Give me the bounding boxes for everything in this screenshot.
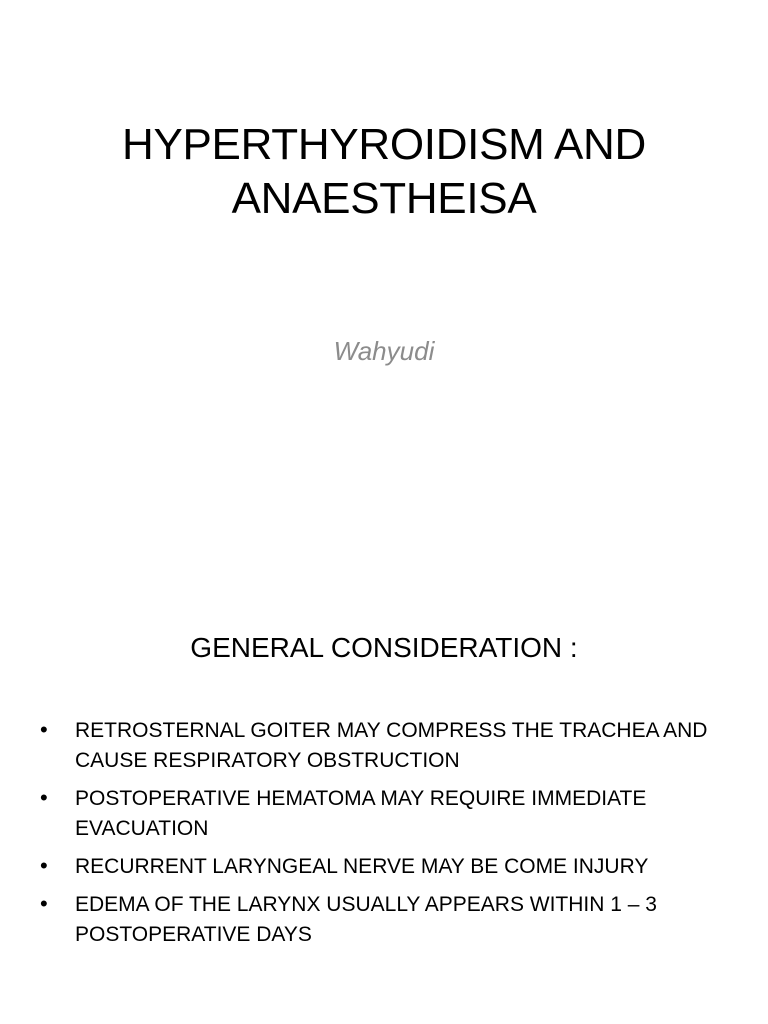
author-name: Wahyudi (333, 336, 435, 366)
bullet-list (40, 716, 720, 958)
bullet-icon: • (40, 785, 48, 810)
bullet-icon: • (40, 891, 48, 916)
bullet-text-line: EDEMA OF THE LARYNX USUALLY APPEARS WITHIN 1 – 3 (75, 893, 657, 916)
slide-title (0, 118, 768, 226)
bullet-text-line: POSTOPERATIVE DAYS (75, 923, 312, 946)
bullet-text-line: RETROSTERNAL GOITER MAY COMPRESS THE TRACHEA AND (75, 719, 708, 742)
title-line-2: ANAESTHEISA (231, 174, 537, 223)
bullet-item (40, 852, 720, 882)
slide-heading: GENERAL CONSIDERATION : (190, 632, 578, 663)
bullet-text-line: POSTOPERATIVE HEMATOMA MAY REQUIRE IMMEDIATE (75, 787, 647, 810)
bullet-text-line: RECURRENT LARYNGEAL NERVE MAY BE COME INJURY (75, 855, 649, 878)
bullet-icon: • (40, 717, 48, 742)
bullet-item (40, 716, 720, 776)
bullet-icon: • (40, 853, 48, 878)
content-slide (0, 512, 768, 1024)
bullet-item (40, 890, 720, 950)
title-line-1: HYPERTHYROIDISM AND (121, 120, 647, 169)
bullet-text-line: EVACUATION (75, 817, 209, 840)
bullet-item (40, 784, 720, 844)
bullet-text-line: CAUSE RESPIRATORY OBSTRUCTION (75, 749, 460, 772)
